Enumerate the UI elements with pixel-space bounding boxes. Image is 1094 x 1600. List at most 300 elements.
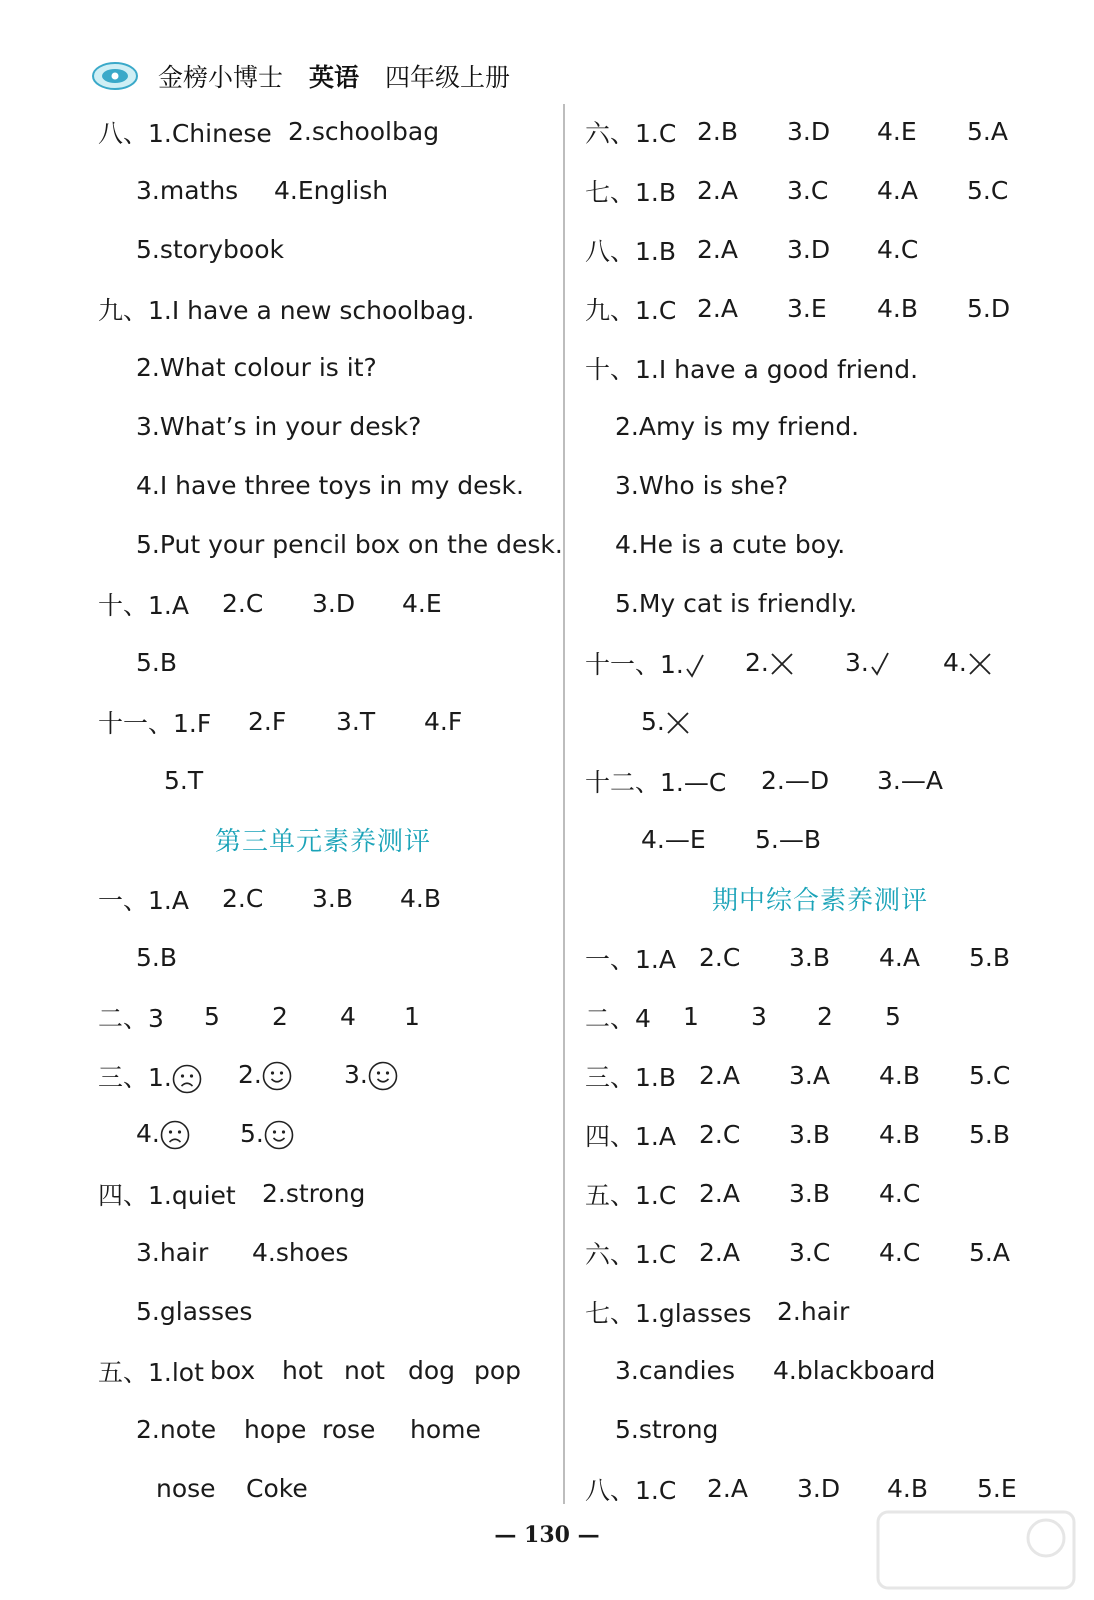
answer-text: 八、1.C	[585, 1475, 677, 1505]
answer-text: hope	[244, 1415, 307, 1444]
answer-text: 2.F	[248, 707, 287, 736]
answer-item	[98, 704, 248, 740]
answer-line	[585, 1400, 1055, 1459]
answer-item	[641, 825, 755, 854]
answer-text: 2.What colour is it?	[136, 353, 377, 382]
answer-item	[777, 1297, 849, 1326]
answer-item	[789, 943, 879, 972]
answer-text: 5.B	[969, 1120, 1011, 1149]
answer-text: 3.What’s in your desk?	[136, 412, 422, 441]
column-divider	[563, 104, 565, 1504]
answer-text: 四、1.A	[585, 1121, 676, 1151]
answer-text: 3.D	[312, 589, 356, 618]
answer-text: 3.C	[787, 176, 829, 205]
answer-item	[336, 707, 424, 736]
answer-line	[585, 456, 1055, 515]
answer-text: 5.strong	[615, 1415, 719, 1444]
answer-line	[98, 928, 548, 987]
answer-text: 二、4	[585, 1003, 651, 1033]
answer-text: 四、1.quiet	[98, 1180, 236, 1210]
answer-text: dog	[408, 1356, 456, 1385]
answer-text: 4.B	[887, 1474, 929, 1503]
answer-item	[136, 1238, 252, 1267]
answer-item	[585, 645, 745, 681]
answer-item	[969, 1061, 1010, 1090]
answer-line	[585, 1164, 1055, 1223]
answer-text: 5.D	[967, 294, 1011, 323]
answer-line	[98, 1164, 548, 1223]
answer-text: 4.B	[400, 884, 442, 913]
answer-text: 4.E	[877, 117, 917, 146]
answer-item	[136, 530, 563, 559]
answer-line	[585, 397, 1055, 456]
answer-line	[98, 1105, 548, 1164]
answer-text: 2.Amy is my friend.	[615, 412, 860, 441]
answer-line	[585, 1105, 1055, 1164]
answer-item	[344, 1060, 398, 1091]
answer-item	[787, 176, 877, 205]
answer-line	[98, 1459, 548, 1518]
watermark-logo	[876, 1510, 1076, 1590]
answer-text: 六、1.C	[585, 1239, 677, 1269]
answer-item	[879, 1179, 920, 1208]
answer-line	[98, 1400, 548, 1459]
answer-line	[585, 102, 1055, 161]
answer-item	[136, 235, 284, 264]
answer-item	[204, 1002, 272, 1031]
answer-item	[272, 1002, 340, 1031]
answer-text: 2.hair	[777, 1297, 850, 1326]
answer-text: 5.storybook	[136, 235, 284, 264]
answer-item	[787, 235, 877, 264]
answer-item	[340, 1002, 404, 1031]
answer-item	[585, 1235, 699, 1271]
answer-text: 5.E	[977, 1474, 1017, 1503]
answer-item	[745, 648, 845, 677]
answer-item	[252, 1238, 348, 1267]
answer-text: 5.My cat is friendly.	[615, 589, 858, 618]
answer-item	[98, 586, 222, 622]
answer-item	[879, 943, 969, 972]
answer-item	[755, 825, 821, 854]
answer-text: 2.	[238, 1060, 262, 1089]
answer-text: not	[344, 1356, 385, 1385]
answer-line	[98, 987, 548, 1046]
answer-item	[615, 530, 845, 559]
answer-item	[98, 1058, 238, 1094]
answer-text: 5.B	[136, 943, 178, 972]
answer-item	[248, 707, 336, 736]
answer-line	[98, 869, 548, 928]
answer-text: 4.E	[402, 589, 442, 618]
answer-item	[751, 1002, 817, 1031]
answer-item	[887, 1474, 977, 1503]
answer-text: 4.B	[879, 1061, 921, 1090]
answer-item	[761, 766, 877, 795]
answer-item	[797, 1474, 887, 1503]
answer-item	[164, 766, 203, 795]
answer-line	[98, 1282, 548, 1341]
answer-text: 5.—B	[755, 825, 822, 854]
answer-text: 4.A	[879, 943, 920, 972]
answer-text: 3.candies	[615, 1356, 735, 1385]
answer-item	[136, 412, 421, 441]
answer-item	[877, 176, 967, 205]
answer-item	[240, 1119, 294, 1150]
answer-item	[641, 707, 691, 736]
answer-text: 3.E	[787, 294, 827, 323]
answer-item	[262, 1179, 365, 1208]
answer-item	[885, 1002, 901, 1031]
answer-item	[697, 235, 787, 264]
answer-item	[615, 1415, 718, 1444]
answer-text: 4.English	[274, 176, 389, 205]
answer-item	[943, 648, 993, 677]
answer-text: 5.T	[164, 766, 204, 795]
answer-text: 2.C	[222, 884, 264, 913]
answer-item	[877, 117, 967, 146]
answer-line	[98, 161, 548, 220]
answer-item	[408, 1356, 474, 1385]
happy-face-icon	[264, 1120, 294, 1150]
answer-text: 3.	[845, 647, 869, 677]
answer-item	[877, 294, 967, 323]
answer-item	[615, 1356, 773, 1385]
answer-text: 十、1.A	[98, 590, 189, 620]
answer-text: 4.shoes	[252, 1238, 349, 1267]
answer-text: 3.Who is she?	[615, 471, 789, 500]
answer-item	[699, 1061, 789, 1090]
answer-item	[967, 117, 1008, 146]
answer-text: 六、1.C	[585, 118, 677, 148]
section-heading: 期中综合素养测评	[711, 886, 928, 916]
answer-text: 五、1.lot	[98, 1357, 204, 1387]
answer-text: 5.A	[969, 1238, 1010, 1267]
answer-text: 5.Put your pencil box on the desk.	[136, 530, 563, 559]
answer-item	[585, 999, 683, 1035]
answer-item	[969, 943, 1010, 972]
answer-text: 十一、1.F	[98, 708, 212, 738]
checkmark-icon	[869, 650, 891, 678]
answer-text: 4.C	[879, 1179, 921, 1208]
answer-item	[585, 1471, 707, 1507]
header-grade: 四年级上册	[385, 63, 511, 92]
answer-item	[136, 471, 524, 500]
answer-item	[879, 1061, 969, 1090]
answer-item	[136, 353, 377, 382]
answer-text: 5.C	[967, 176, 1009, 205]
answer-item	[585, 173, 697, 209]
answer-item	[585, 1176, 699, 1212]
answer-text: 4.B	[879, 1120, 921, 1149]
logo-icon	[92, 61, 138, 91]
answer-line	[585, 279, 1055, 338]
answer-item	[136, 1297, 252, 1326]
answer-text: 5.B	[969, 943, 1011, 972]
answer-item	[274, 176, 388, 205]
answer-item	[322, 1415, 410, 1444]
answer-item	[585, 114, 697, 150]
answer-item	[585, 1294, 777, 1330]
answer-text: nose	[156, 1474, 216, 1503]
happy-face-icon	[368, 1061, 398, 1091]
answer-text: 3.B	[789, 1120, 831, 1149]
answer-text: 2.A	[699, 1179, 740, 1208]
answer-item	[879, 1120, 969, 1149]
header-brand: 金榜小博士	[158, 63, 284, 92]
answer-text: 2.C	[699, 1120, 741, 1149]
answer-line	[98, 279, 548, 338]
answer-text: 3.B	[789, 943, 831, 972]
answer-text: 5.B	[136, 648, 178, 677]
answer-line	[585, 515, 1055, 574]
answer-line	[585, 220, 1055, 279]
answer-item	[98, 1353, 210, 1389]
answer-text: 三、1.	[98, 1062, 172, 1092]
answer-item	[410, 1415, 481, 1444]
answer-text: 2.A	[697, 235, 738, 264]
page-header	[92, 58, 536, 94]
answer-text: 4.C	[879, 1238, 921, 1267]
answer-text: 3.C	[789, 1238, 831, 1267]
answer-line	[98, 1341, 548, 1400]
answer-text: 5	[885, 1002, 901, 1031]
answer-text: 5.C	[969, 1061, 1011, 1090]
answer-item	[879, 1238, 969, 1267]
answer-text: 3.maths	[136, 176, 239, 205]
answer-text: 4.blackboard	[773, 1356, 936, 1385]
answer-item	[402, 589, 442, 618]
answer-text: 3.B	[789, 1179, 831, 1208]
answer-text: home	[410, 1415, 481, 1444]
answer-line	[585, 161, 1055, 220]
answer-line	[98, 1223, 548, 1282]
answer-item	[697, 117, 787, 146]
answer-line	[585, 1046, 1055, 1105]
answer-item	[697, 294, 787, 323]
answer-item	[789, 1061, 879, 1090]
answer-item	[585, 1117, 699, 1153]
answer-text: 3.D	[797, 1474, 841, 1503]
answer-text: 4.	[943, 648, 967, 677]
answer-line	[98, 102, 548, 161]
sad-face-icon	[172, 1064, 202, 1094]
answer-item	[977, 1474, 1017, 1503]
answer-item	[585, 763, 761, 799]
answer-text: 3.—A	[877, 766, 943, 795]
answer-item	[615, 412, 859, 441]
answer-item	[877, 766, 943, 795]
answer-text: 4.I have three toys in my desk.	[136, 471, 524, 500]
answer-item	[136, 648, 177, 677]
answer-text: 4.He is a cute boy.	[615, 530, 846, 559]
answer-line	[98, 397, 548, 456]
answer-item	[585, 940, 699, 976]
answer-text: 2.B	[697, 117, 739, 146]
answer-text: 七、1.B	[585, 177, 677, 207]
left-answer-column	[98, 102, 563, 1518]
answer-item	[789, 1179, 879, 1208]
answer-item	[877, 235, 918, 264]
answer-line	[585, 810, 1055, 869]
answer-line	[98, 692, 548, 751]
answer-item	[967, 294, 1010, 323]
answer-item	[585, 1058, 699, 1094]
answer-item	[400, 884, 441, 913]
answer-item	[789, 1238, 879, 1267]
answer-text: 3.	[344, 1060, 368, 1089]
answer-item	[845, 648, 943, 678]
answer-text: 4.—E	[641, 825, 706, 854]
answer-item	[312, 884, 400, 913]
answer-text: pop	[474, 1356, 522, 1385]
answer-item	[707, 1474, 797, 1503]
answer-item	[404, 1002, 420, 1031]
answer-text: 二、3	[98, 1003, 164, 1033]
answer-item	[699, 1238, 789, 1267]
answer-item	[789, 1120, 879, 1149]
answer-text: 1	[683, 1002, 699, 1031]
answer-item	[699, 1179, 789, 1208]
answer-text: 一、1.A	[98, 885, 189, 915]
answer-text: 3.hair	[136, 1238, 209, 1267]
answer-line	[98, 220, 548, 279]
answer-item	[787, 294, 877, 323]
answer-line	[98, 338, 548, 397]
answer-text: 4.F	[424, 707, 463, 736]
answer-item	[697, 176, 787, 205]
answer-item	[967, 176, 1008, 205]
answer-item	[615, 589, 857, 618]
answer-text: Coke	[246, 1474, 308, 1503]
checkmark-icon	[684, 652, 706, 680]
answer-line	[585, 987, 1055, 1046]
right-answer-column	[585, 102, 1055, 1518]
answer-text: rose	[322, 1415, 376, 1444]
answer-item	[136, 943, 177, 972]
answer-text: hot	[282, 1356, 323, 1385]
answer-text: 5.	[641, 707, 665, 736]
answer-line	[585, 751, 1055, 810]
answer-item	[98, 114, 288, 150]
answer-text: 十一、1.	[585, 649, 684, 679]
answer-text: 1	[404, 1002, 420, 1031]
cross-mark-icon	[769, 651, 795, 677]
answer-text: 3.A	[789, 1061, 830, 1090]
cross-mark-icon	[665, 710, 691, 736]
answer-line	[585, 574, 1055, 633]
answer-text: 4.	[136, 1119, 160, 1148]
section-heading: 第三单元素养测评	[214, 827, 431, 857]
answer-text: 2.	[745, 648, 769, 677]
answer-text: 十、1.I have a good friend.	[585, 354, 919, 384]
answer-text: 3.D	[787, 117, 831, 146]
answer-text: 4.C	[877, 235, 919, 264]
answer-line	[585, 928, 1055, 987]
answer-item	[312, 589, 402, 618]
answer-text: 4	[340, 1002, 356, 1031]
answer-item	[773, 1356, 935, 1385]
answer-line	[98, 633, 548, 692]
answer-item	[969, 1120, 1010, 1149]
answer-line	[98, 456, 548, 515]
answer-line	[585, 1282, 1055, 1341]
answer-line	[98, 515, 563, 574]
answer-text: 2.A	[697, 176, 738, 205]
answer-item	[222, 884, 312, 913]
header-subject: 英语	[309, 63, 360, 92]
answer-text: 2.A	[699, 1061, 740, 1090]
answer-item	[817, 1002, 885, 1031]
answer-text: 3.B	[312, 884, 354, 913]
answer-line	[585, 692, 1055, 751]
answer-text: 2.schoolbag	[288, 117, 440, 146]
answer-item	[699, 1120, 789, 1149]
answer-item	[222, 589, 312, 618]
answer-text: 八、1.Chinese	[98, 118, 272, 148]
answer-text: 2.—D	[761, 766, 830, 795]
answer-item	[238, 1060, 344, 1091]
sad-face-icon	[160, 1120, 190, 1150]
answer-line	[585, 1341, 1055, 1400]
answer-item	[585, 291, 697, 327]
page-number: — 130 —	[494, 1522, 600, 1548]
answer-item	[136, 1119, 240, 1150]
answer-text: 2	[272, 1002, 288, 1031]
answer-line	[585, 633, 1055, 692]
answer-text: 3.D	[787, 235, 831, 264]
answer-text: 2.A	[707, 1474, 748, 1503]
cross-mark-icon	[967, 651, 993, 677]
answer-text: box	[210, 1356, 256, 1385]
answer-item	[98, 881, 222, 917]
answer-text: 十二、1.—C	[585, 767, 727, 797]
answer-item	[585, 232, 697, 268]
answer-item	[474, 1356, 521, 1385]
answer-text: 五、1.C	[585, 1180, 677, 1210]
answer-text: 4.B	[877, 294, 919, 323]
answer-line	[585, 338, 1055, 397]
answer-text: 一、1.A	[585, 944, 676, 974]
answer-item	[98, 1176, 262, 1212]
answer-line	[98, 1046, 548, 1105]
answer-text: 3	[751, 1002, 767, 1031]
answer-text: 九、1.C	[585, 295, 677, 325]
answer-text: 三、1.B	[585, 1062, 677, 1092]
answer-text: 七、1.glasses	[585, 1298, 752, 1328]
answer-item	[787, 117, 877, 146]
answer-item	[98, 999, 204, 1035]
answer-item	[282, 1356, 344, 1385]
answer-item	[98, 291, 475, 327]
answer-item	[210, 1356, 282, 1385]
answer-item	[288, 117, 439, 146]
answer-text: 2.C	[222, 589, 264, 618]
answer-text: 3.T	[336, 707, 376, 736]
answer-line	[98, 751, 548, 810]
answer-item	[699, 943, 789, 972]
answer-text: 2	[817, 1002, 833, 1031]
answer-item	[969, 1238, 1010, 1267]
answer-item	[683, 1002, 751, 1031]
answer-text: 八、1.B	[585, 236, 677, 266]
answer-item	[136, 176, 274, 205]
answer-item	[424, 707, 462, 736]
answer-text: 2.A	[697, 294, 738, 323]
answer-text: 5.	[240, 1119, 264, 1148]
answer-text: 九、1.I have a new schoolbag.	[98, 295, 475, 325]
answer-item	[244, 1415, 322, 1444]
